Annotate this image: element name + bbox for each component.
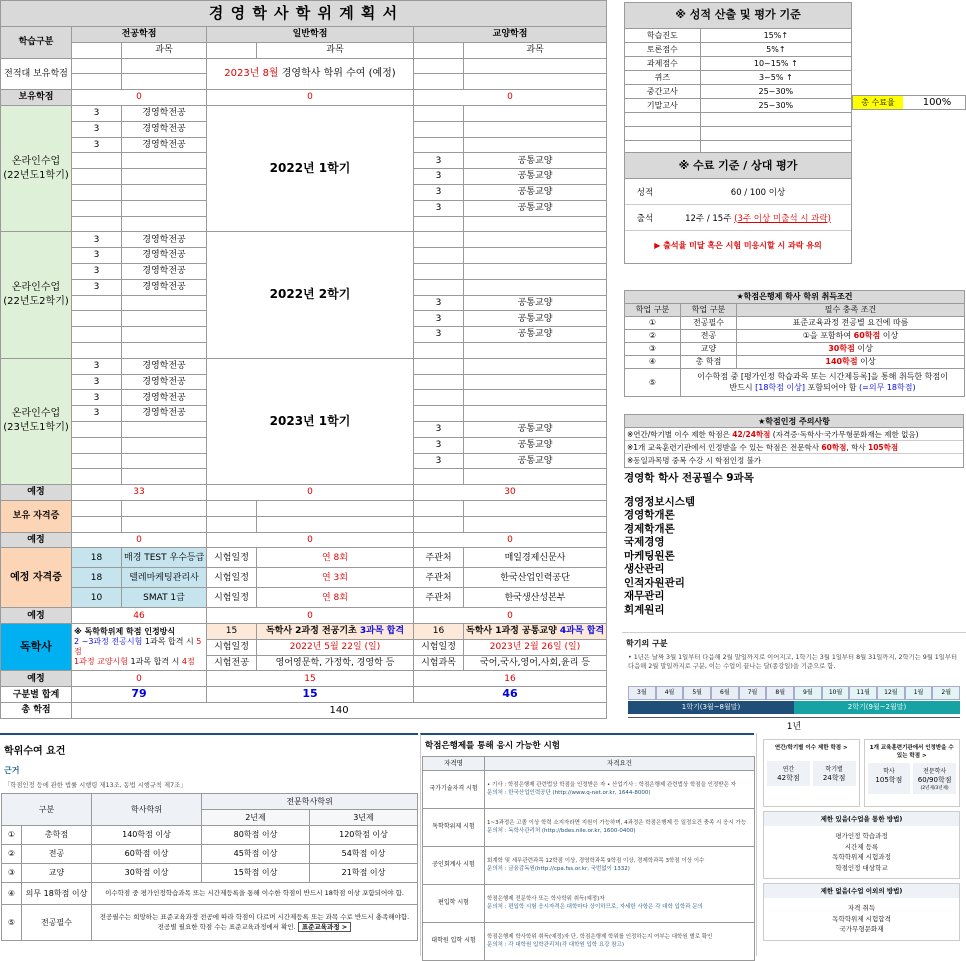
exam-requirement: • 기사 : 학점은행제 관련법상 학점을 인정받은 자 • 산업기사 : 학점은행제 관련법상 학점을 인정받은 자 문의처 : 한국산업인력공단 (http://www.q-net.or.kr, 1644-8000): [485, 771, 755, 809]
major-subject: [122, 153, 207, 169]
major-subject: 경영학전공: [122, 374, 207, 390]
liberal-credit: [414, 248, 464, 264]
held-cert-label: 보유 자격증: [1, 500, 72, 532]
term-1: 1학기(3월~8월말): [628, 701, 794, 714]
header-liberal: 교양학점: [414, 27, 607, 43]
degree-title: ★학점은행제 학사 학위 취득조건: [625, 291, 965, 304]
exam-contact-link[interactable]: 문의처 : 독학사관리처 (http://bdes.nile.or.kr, 1600-0400): [487, 827, 636, 834]
requirement-3y: 21학점 이상: [310, 864, 418, 883]
liberal-subject: [464, 279, 607, 295]
held-major: 0: [72, 90, 207, 106]
expected4-major: 0: [72, 671, 207, 687]
notice-line-2: ※1개 교육훈련기관에서 인정받을 수 있는 학점은 전문학사 60학점, 학사 105학점: [625, 441, 963, 454]
held-liberal: 0: [414, 90, 607, 106]
grading-item: 퀴즈: [625, 71, 701, 85]
cert-exam-label: 시험일정: [207, 588, 257, 608]
yearly-limit-card: 연간/학기별 이수 제한 학점 > 연간 42학점 학기별 24학점: [763, 739, 860, 807]
major-credit: 3: [72, 358, 122, 374]
major-subject: 경영학전공: [122, 263, 207, 279]
degree-row-num: ②: [625, 330, 681, 343]
header-general-subject: 과목: [257, 42, 414, 58]
expected3-major: 46: [72, 608, 207, 624]
grading-value: 25~30%: [700, 99, 851, 113]
expected3-label: 예정: [1, 608, 72, 624]
requirement-row-5: 전공필수는 희망하는 표준교육과정 전공에 따라 학점이 다르며 시간제등록 또는 과목 수로 반드시 충족해야함. 전공별 필요한 학점 수는 표준교육과정에서 확인. 표준교육과정 >: [92, 905, 418, 941]
criteria-warning: ▶ 출석율 미달 혹은 시험 미응시할 시 과락 유의: [654, 241, 822, 250]
month-cell: 4월: [656, 686, 684, 700]
liberal-subject: [464, 137, 607, 153]
liberal-subject: [464, 374, 607, 390]
month-cell: 5월: [683, 686, 711, 700]
major-credit: [72, 342, 122, 358]
liberal-subject: 공통교양: [464, 421, 607, 437]
dokhak-note: ※ 독학학위제 학점 인정방식 2 ~3과정 전공시험 1과목 합격 시 5점 1과정 교양시험 1과목 합격 시 4점: [72, 624, 207, 671]
liberal-subject: 공통교양: [464, 453, 607, 469]
liberal-credit: [414, 263, 464, 279]
criteria-grade: 60 / 100 이상: [730, 187, 786, 198]
expected1-general: 0: [207, 485, 414, 501]
dokhak-general-exam: 2022년 5월 22일 (일): [257, 639, 414, 655]
month-cell: 9월: [794, 686, 822, 700]
liberal-subject: [464, 216, 607, 232]
requirement-3y: 120학점 이상: [310, 826, 418, 845]
liberal-credit: 3: [414, 453, 464, 469]
cert-name: 매경 TEST 우수등급: [122, 548, 207, 568]
liberal-subject: [464, 121, 607, 137]
exam-requirement: 학점은행제 전문학사 또는 학사학위 취득(예정)자 문의처 : 편입학 시험 응시자격은 대학마다 상이하므로, 자세한 사항은 각 대학 입학과 문의: [485, 885, 755, 923]
major-credit: 3: [72, 406, 122, 422]
semester-label-1: 2022년 2학기: [207, 232, 414, 358]
cert-host: 한국산업인력공단: [464, 568, 607, 588]
major-credit: 3: [72, 263, 122, 279]
month-cell: 3월: [628, 686, 656, 700]
cert-exam-label: 시험일정: [207, 548, 257, 568]
exam-panel: 학점은행제를 통해 응시 가능한 시험 자격명 자격요건 국가기술자격 시험 • 기사 : 학점은행제 관련법상 학점을 인정받은 자 • 산업기사 : 학점은행제 관련법상 학점을 인정받은 자 문의처 : 한국산업인력공단 (http://www.q-net.or.kr, 1644-8000) 독학학위제 시험 1~3과정은 고졸 이상 학력 소지자라면 지원이 가능하며, 4과정은 학점은행제 등 일정요건 충족 시 응시 가능 문의처 : 독학사관리처 (http://bdes.nile.or.kr, 1600-0400) 공인회계사 시험 회계학 및 세무관련과목 12학점 이상, 경영학과목 9학점 이상, 경제학과목 3학점 이상 이수 문의처 : 금융감독원(http://cpa.fss.or.kr, 국번없이 1332) 편입학 시험 학점은행제 전문학사 또는 학사학위 취득(예정)자 문의처 : 편입학 시험 응시자격은 대학마다 상이하므로, 자세한 사항은 각 대학 입학과 문의 대학원 입학 시험 학점은행제 학사학위 취득(예정)자 단, 학점은행제 학위를 인정하는지 여부는 대학원 별로 확인 문의처 : 각 대학원 입학관리처(각 대학원 입학 요강 참고): [420, 733, 754, 956]
major-credit: [72, 200, 122, 216]
major-subject: [122, 327, 207, 343]
major-credit: [72, 469, 122, 485]
exam-contact-link[interactable]: 문의처 : 각 대학원 입학관리처(각 대학원 입학 요강 참고): [487, 941, 625, 948]
liberal-subject: [464, 469, 607, 485]
cert-exam: 연 3회: [257, 568, 414, 588]
liberal-subject: [464, 263, 607, 279]
major-subject: [122, 200, 207, 216]
liberal-credit: 3: [414, 200, 464, 216]
required-subject: 국제경영: [624, 536, 665, 548]
header-general-credit: [207, 42, 257, 58]
expected4-label: 예정: [1, 671, 72, 687]
required-subjects: [624, 472, 964, 632]
grading-panel: [624, 2, 852, 155]
liberal-credit: [414, 121, 464, 137]
expected4-liberal: 16: [414, 671, 607, 687]
limit-panel: [756, 733, 966, 956]
liberal-credit: [414, 469, 464, 485]
major-subject: [122, 437, 207, 453]
liberal-subject: [464, 406, 607, 422]
cert-host-label: 주관처: [414, 548, 464, 568]
requirement-row-4: 이수학점 중 평가인정학습과목 또는 시간제등록을 통해 이수한 학점이 반드시 18학점 이상 포함되어야 함.: [92, 883, 418, 905]
exam-title: 학점은행제를 통해 응시 가능한 시험: [425, 741, 561, 751]
cert-name: SMAT 1급: [122, 588, 207, 608]
exam-requirement: 회계학 및 세무관련과목 12학점 이상, 경영학과목 9학점 이상, 경제학과목 3학점 이상 이수 문의처 : 금융감독원(http://cpa.fss.or.kr, 국번없이 1332): [485, 847, 755, 885]
semester-desc: • 1년은 날짜 3월 1일부터 다음해 2월 말일까지로 이어지고, 1학기는 3월 1일부터 8월 31일까지, 2학기는 9월 1일부터 다음해 2월 말일까지로 구분, 이는 수업이 끝나는 달(종강일)을 기준으로 함.: [628, 654, 958, 670]
required-subject: 경제학개론: [624, 522, 675, 535]
major-subject: 경영학전공: [122, 279, 207, 295]
month-cell: 7월: [739, 686, 767, 700]
liberal-subject: 공통교양: [464, 311, 607, 327]
required-subject: 마케팅원론: [624, 549, 675, 562]
major-subject: [122, 184, 207, 200]
cert-host: 한국생산성본부: [464, 588, 607, 608]
expected2-liberal: 0: [414, 532, 607, 548]
major-credit: 3: [72, 137, 122, 153]
major-credit: [72, 216, 122, 232]
header-major-credit: [72, 42, 122, 58]
exam-name: 편입학 시험: [423, 885, 485, 923]
semester-label-0: 2022년 1학기: [207, 105, 414, 231]
dokhak-general-title: 독학사 2과정 전공기초 3과목 합격: [257, 624, 414, 640]
transfer-note: 2023년 8월 경영학사 학위 수여 (예정): [207, 58, 414, 90]
major-credit: 3: [72, 232, 122, 248]
liberal-subject: [464, 248, 607, 264]
exam-name: 국가기술자격 시험: [423, 771, 485, 809]
liberal-subject: [464, 358, 607, 374]
degree-conditions-panel: ★학점은행제 학사 학위 취득조건 학업 구분 학업 구분 필수 충족 조건 ① 전공필수 표준교육과정 전공별 요건에 따름 ② 전공 ①을 포함하여 60학점 이상 ③ 교양 30학점 이상 ④ 총 학점 140학점 이상 ⑤ 이수학점 중 [평가인정 학습과목 또는 시간제등록]을 통해 취득한 학점이 반드시 [18학점 이상] 포함되어야 함 (=의무 18학점): [624, 290, 964, 397]
requirement-kind: 총학점: [22, 826, 92, 845]
grading-value: 25~30%: [700, 85, 851, 99]
liberal-credit: [414, 216, 464, 232]
liberal-credit: 3: [414, 421, 464, 437]
month-cell: 8월: [766, 686, 794, 700]
major-credit: 3: [72, 248, 122, 264]
notice-title: ★학점인정 주의사항: [625, 415, 963, 428]
liberal-credit: 3: [414, 153, 464, 169]
subtotal-label: 구분별 합계: [1, 687, 72, 703]
degree-row-cond: 표준교육과정 전공별 요건에 따름: [737, 317, 965, 330]
limited-item: 평가인정 학습과정: [835, 832, 888, 840]
criteria-panel: ※ 수료 기준 / 상대 평가 성적 60 / 100 이상 출석 12주 / 15주 (3주 이상 미출석 시 과락) ▶ 출석율 미달 혹은 시험 미응시할 시 과락 유의: [624, 152, 852, 264]
semester-year: 1년: [786, 722, 802, 732]
liberal-subject: 공통교양: [464, 200, 607, 216]
month-cell: 10월: [822, 686, 850, 700]
major-subject: [122, 453, 207, 469]
month-cell: 6월: [711, 686, 739, 700]
liberal-subject: 공통교양: [464, 295, 607, 311]
expected3-liberal: 0: [414, 608, 607, 624]
subtotal-general: 15: [207, 687, 414, 703]
plan-title: 경 영 학 사 학 위 계 획 서: [1, 1, 607, 27]
liberal-credit: 3: [414, 169, 464, 185]
cert-label: 예정 자격증: [1, 548, 72, 608]
dokhak-liberal-subjects: 국어,국사,영어,사회,윤리 등: [464, 655, 607, 671]
term-2: 2학기(9월~2월말): [794, 701, 960, 714]
liberal-credit: [414, 406, 464, 422]
unlimited-item: 독학학위제 시험합격: [832, 914, 891, 923]
dokhak-general-subjects: 영어영문학, 가정학, 경영학 등: [257, 655, 414, 671]
major-credit: [72, 153, 122, 169]
online-label-1: 온라인수업 (22년도2학기): [1, 232, 72, 358]
major-credit: [72, 295, 122, 311]
expected2-general: 0: [207, 532, 414, 548]
cert-host-label: 주관처: [414, 568, 464, 588]
major-subject: [122, 421, 207, 437]
required-subject: 생산관리: [624, 563, 665, 575]
liberal-credit: [414, 232, 464, 248]
month-cell: 12월: [877, 686, 905, 700]
liberal-credit: [414, 105, 464, 121]
expected1-major: 33: [72, 485, 207, 501]
major-credit: [72, 437, 122, 453]
dokhak-label: 독학사: [1, 624, 72, 671]
degree-plan-sheet: [0, 0, 606, 716]
expected4-general: 15: [207, 671, 414, 687]
major-credit: 3: [72, 279, 122, 295]
liberal-credit: [414, 342, 464, 358]
cert-host: 매일경제신문사: [464, 548, 607, 568]
notice-line-1: ※연간/학기별 이수 제한 학점은 42/24학점 (자격증·독학사·국가무형문화재는 제한 없음): [625, 428, 963, 441]
completion-box: 총 수료율 100%: [852, 95, 966, 110]
requirement-2y: 80학점 이상: [202, 826, 310, 845]
notice-line-3: ※동일과목명 중복 수강 시 학점인정 불가: [627, 456, 762, 465]
plan-table: 경 영 학 사 학 위 계 획 서 학습구분 전공학점 일반학점 교양학점 과목 과목 과목 전적대 보유학점 2023년 8월 경영학사 학위 수여 (예정) 보유학점 0 0 0 온라인수업 (22년도1학기) 3 경영학전공 2022년 1학기 3 경영학전공 3 경영학전공 3 공통교양 3 공통교양 3 공통교양 3 공통교양 온라인수업 (22년도2학기) 3 경영학전공 2022년 2학기 3 경영학전공 3 경영학전공 3 경영학전공 3 공통교양 3 공통교양 3 공통교양 온라인수업 (23년도1학기) 3 경영학전공 2023년 1학기 3 경영학전공 3 경영학전공 3 경영학전공 3 공통교양 3 공통교양 3 공통교양 예정 33 0 30 보유 자격증 예정 0 0 0 예정 자격증 18 매경 TEST 우수등급 시험일정 연 8회 주관처 매일경제신문사 18 텔레마케팅관리사 시험일정 연 3회 주관처 한국산업인력공단 10 SMAT 1급 시험일정 연 8회 주관처 한국생산성본부 예정 46 0 0 독학사 ※ 독학학위제 학점 인정방식 2 ~3과정 전공시험 1과목 합격 시 5점 1과정 교양시험 1과목 합격 시 4점 15 독학사 2과정 전공기초 3과목 합격 16 독학사 1과정 공통교양 4과목 합격 시험일정 2022년 5월 22일 (일) 시험일정 2023년 2월 26일 (일) 시험전공 영어영문학, 가정학, 경영학 등 시험과목 국어,국사,영어,사회,윤리 등 예정 0 15 16 구분별 합계 79 15 46 총 학점 140: [0, 0, 607, 719]
degree-row-kind: 교양: [681, 343, 737, 356]
grading-value: 3~5% ↑: [700, 71, 851, 85]
liberal-credit: [414, 137, 464, 153]
degree-row-kind: 총 학점: [681, 356, 737, 369]
month-cell: 11월: [849, 686, 877, 700]
month-cell: 2월: [932, 686, 960, 700]
transfer-label: 전적대 보유학점: [1, 58, 72, 90]
total-label: 총 학점: [1, 703, 72, 719]
major-subject: 경영학전공: [122, 137, 207, 153]
requirement-bachelor: 140학점 이상: [92, 826, 202, 845]
cert-credit: 10: [72, 588, 122, 608]
dokhak-liberal-title: 독학사 1과정 공통교양 4과목 합격: [464, 624, 607, 640]
expected1-liberal: 30: [414, 485, 607, 501]
notice-panel: [624, 414, 964, 468]
major-credit: [72, 453, 122, 469]
liberal-credit: [414, 390, 464, 406]
liberal-subject: 공통교양: [464, 153, 607, 169]
grading-value: 15%↑: [700, 29, 851, 43]
liberal-subject: [464, 105, 607, 121]
header-major-subject: 과목: [122, 42, 207, 58]
grading-value: 5%↑: [700, 43, 851, 57]
grading-item: 기말고사: [625, 99, 701, 113]
expected1-label: 예정: [1, 485, 72, 501]
major-credit: [72, 327, 122, 343]
major-credit: 3: [72, 105, 122, 121]
major-subject: [122, 169, 207, 185]
requirement-2y: 45학점 이상: [202, 845, 310, 864]
major-subject: [122, 216, 207, 232]
requirement-2y: 15학점 이상: [202, 864, 310, 883]
required-subject: 재무관리: [624, 590, 665, 602]
liberal-subject: 공통교양: [464, 437, 607, 453]
degree-row-num: ①: [625, 317, 681, 330]
major-subject: [122, 469, 207, 485]
cert-host-label: 주관처: [414, 588, 464, 608]
dokhak-liberal-credit: 16: [414, 624, 464, 640]
liberal-subject: [464, 232, 607, 248]
dokhak-general-credit: 15: [207, 624, 257, 640]
grading-item: 토론점수: [625, 43, 701, 57]
semester-label-2: 2023년 1학기: [207, 358, 414, 484]
held-label: 보유학점: [1, 90, 72, 106]
cert-exam: 연 8회: [257, 588, 414, 608]
major-credit: [72, 421, 122, 437]
grading-item: 과제점수: [625, 57, 701, 71]
major-subject: 경영학전공: [122, 248, 207, 264]
exam-requirement: 1~3과정은 고졸 이상 학력 소지자라면 지원이 가능하며, 4과정은 학점은행제 등 일정요건 충족 시 응시 가능 문의처 : 독학사관리처 (http://bdes.nile.or.kr, 1600-0400): [485, 809, 755, 847]
degree-row-cond: 30학점 이상: [737, 343, 965, 356]
degree-row-num: ④: [625, 356, 681, 369]
major-credit: 3: [72, 374, 122, 390]
required-title: 경영학 학사 전공필수 9과목: [624, 472, 754, 484]
major-subject: 경영학전공: [122, 121, 207, 137]
subtotal-liberal: 46: [414, 687, 607, 703]
exam-name: 독학학위제 시험: [423, 809, 485, 847]
major-subject: 경영학전공: [122, 105, 207, 121]
semester-panel: [622, 632, 966, 732]
cert-credit: 18: [72, 568, 122, 588]
criteria-attend: 12주 / 15주 (3주 이상 미출석 시 과락): [685, 213, 831, 224]
grading-value: 10~15% ↑: [700, 57, 851, 71]
liberal-subject: 공통교양: [464, 327, 607, 343]
degree-row-kind: 전공: [681, 330, 737, 343]
liberal-credit: 3: [414, 295, 464, 311]
header-category: 학습구분: [1, 27, 72, 59]
liberal-credit: 3: [414, 311, 464, 327]
header-major: 전공학점: [72, 27, 207, 43]
unlimited-title: 제한 없음(수업 이외의 방법): [764, 884, 959, 898]
major-subject: 경영학전공: [122, 390, 207, 406]
cert-exam: 연 8회: [257, 548, 414, 568]
required-subject: 경영정보시스템: [624, 495, 696, 508]
major-credit: [72, 184, 122, 200]
degree-row-cond: ①을 포함하여 60학점 이상: [737, 330, 965, 343]
degree-row-cond: 140학점 이상: [737, 356, 965, 369]
requirement-3y: 54학점 이상: [310, 845, 418, 864]
exam-name: 대학원 입학 시험: [423, 923, 485, 961]
semester-title: 학기의 구분: [626, 639, 668, 648]
major-subject: [122, 295, 207, 311]
month-cell: 1월: [905, 686, 933, 700]
exam-contact-link[interactable]: 문의처 : 한국산업인력공단 (http://www.q-net.or.kr, 1644-8000): [487, 789, 651, 796]
major-subject: 경영학전공: [122, 358, 207, 374]
completion-value: 100%: [922, 97, 952, 108]
requirement-panel: 학위수여 요건 근거 「학점인정 등에 관한 법률 시행령 제13조, 동법 시행규칙 제7조」 구분 학사학위 전문학사학위 2년제 3년제 ① 총학점 140학점 이상 80학점 이상 120학점 이상 ② 전공 60학점 이상 45학점 이상 54학점 이상 ③ 교양 30학점 이상 15학점 이상 21학점 이상 ④ 의무 18학점 이상 이수학점 중 평가인정학습과목 또는 시간제등록을 통해 이수한 학점이 반드시 18학점 이상 포함되어야 함. ⑤ 전공필수 전공필수는 희망하는 표준교육과정 전공에 따라 학점이 다르며 시간제등록 또는 과목 수로 반드시 충족해야함. 전공별 필요한 학점 수는 표준교육과정에서 확인. 표준교육과정 >: [0, 733, 418, 956]
unlimited-item: 자격 취득: [847, 904, 876, 912]
criteria-title: ※ 수료 기준 / 상대 평가: [625, 153, 851, 179]
required-subject: 인적자원관리: [624, 576, 685, 589]
limited-title: 제한 있음(수업을 통한 방법): [764, 812, 959, 826]
liberal-credit: 3: [414, 437, 464, 453]
liberal-subject: 공통교양: [464, 184, 607, 200]
liberal-credit: 3: [414, 184, 464, 200]
degree-row-num: ③: [625, 343, 681, 356]
major-subject: [122, 342, 207, 358]
requirement-basis: 「학점인정 등에 관한 법률 시행령 제13조, 동법 시행규칙 제7조」: [4, 782, 187, 789]
expected2-label: 예정: [1, 532, 72, 548]
major-subject: 경영학전공: [122, 232, 207, 248]
held-general: 0: [207, 90, 414, 106]
requirement-bachelor: 60학점 이상: [92, 845, 202, 864]
limited-item: 독학학위제 시험과정: [832, 853, 891, 861]
major-subject: [122, 311, 207, 327]
requirement-kind: 교양: [22, 864, 92, 883]
header-liberal-subject: 과목: [464, 42, 607, 58]
grading-item: 중간고사: [625, 85, 701, 99]
limited-item: 학점인정 대상학교: [835, 863, 888, 872]
cert-exam-label: 시험일정: [207, 568, 257, 588]
major-credit: [72, 311, 122, 327]
grading-item: 학습진도: [625, 29, 701, 43]
major-credit: 3: [72, 390, 122, 406]
institution-limit-card: 1개 교육훈련기관에서 인정받을 수 있는 학점 > 학사 105학점 전문학사 60/90학점 (2년제/3년제): [864, 739, 961, 807]
liberal-credit: 3: [414, 327, 464, 343]
online-label-2: 온라인수업 (23년도1학기): [1, 358, 72, 484]
cert-credit: 18: [72, 548, 122, 568]
liberal-credit: [414, 279, 464, 295]
requirement-kind: 전공: [22, 845, 92, 864]
expected3-general: 0: [207, 608, 414, 624]
liberal-subject: 공통교양: [464, 169, 607, 185]
online-label-0: 온라인수업 (22년도1학기): [1, 105, 72, 231]
expected2-major: 0: [72, 532, 207, 548]
standard-curriculum-button[interactable]: 표준교육과정 >: [298, 922, 351, 932]
cert-name: 텔레마케팅관리사: [122, 568, 207, 588]
exam-contact-link[interactable]: 문의처 : 편입학 시험 응시자격은 대학마다 상이하므로, 자세한 사항은 각 대학 입학과 문의: [487, 903, 703, 910]
header-general: 일반학점: [207, 27, 414, 43]
dokhak-liberal-exam: 2023년 2월 26일 (일): [464, 639, 607, 655]
liberal-credit: [414, 374, 464, 390]
major-credit: [72, 169, 122, 185]
exam-requirement: 학점은행제 학사학위 취득(예정)자 단, 학점은행제 학위를 인정하는지 여부는 대학원 별로 확인 문의처 : 각 대학원 입학관리처(각 대학원 입학 요강 참고): [485, 923, 755, 961]
requirement-title: 학위수여 요건: [4, 746, 66, 757]
liberal-credit: [414, 358, 464, 374]
grading-title: ※ 성적 산출 및 평가 기준: [625, 3, 852, 29]
major-credit: 3: [72, 121, 122, 137]
exam-contact-link[interactable]: 문의처 : 금융감독원(http://cpa.fss.or.kr, 국번없이 1332): [487, 865, 630, 872]
liberal-subject: [464, 342, 607, 358]
degree-row-5: 이수학점 중 [평가인정 학습과목 또는 시간제등록]을 통해 취득한 학점이 반드시 [18학점 이상] 포함되어야 함 (=의무 18학점): [681, 369, 965, 397]
limited-item: 시간제 등록: [844, 842, 879, 851]
degree-row-kind: 전공필수: [681, 317, 737, 330]
requirement-bachelor: 30학점 이상: [92, 864, 202, 883]
required-subject: 경영학개론: [624, 509, 675, 521]
liberal-subject: [464, 390, 607, 406]
exam-name: 공인회계사 시험: [423, 847, 485, 885]
total-value: 140: [72, 703, 607, 719]
header-liberal-credit: [414, 42, 464, 58]
required-subject: 회계원리: [624, 603, 665, 616]
unlimited-item: 국가무형문화재: [839, 925, 884, 933]
subtotal-major: 79: [72, 687, 207, 703]
major-subject: 경영학전공: [122, 406, 207, 422]
